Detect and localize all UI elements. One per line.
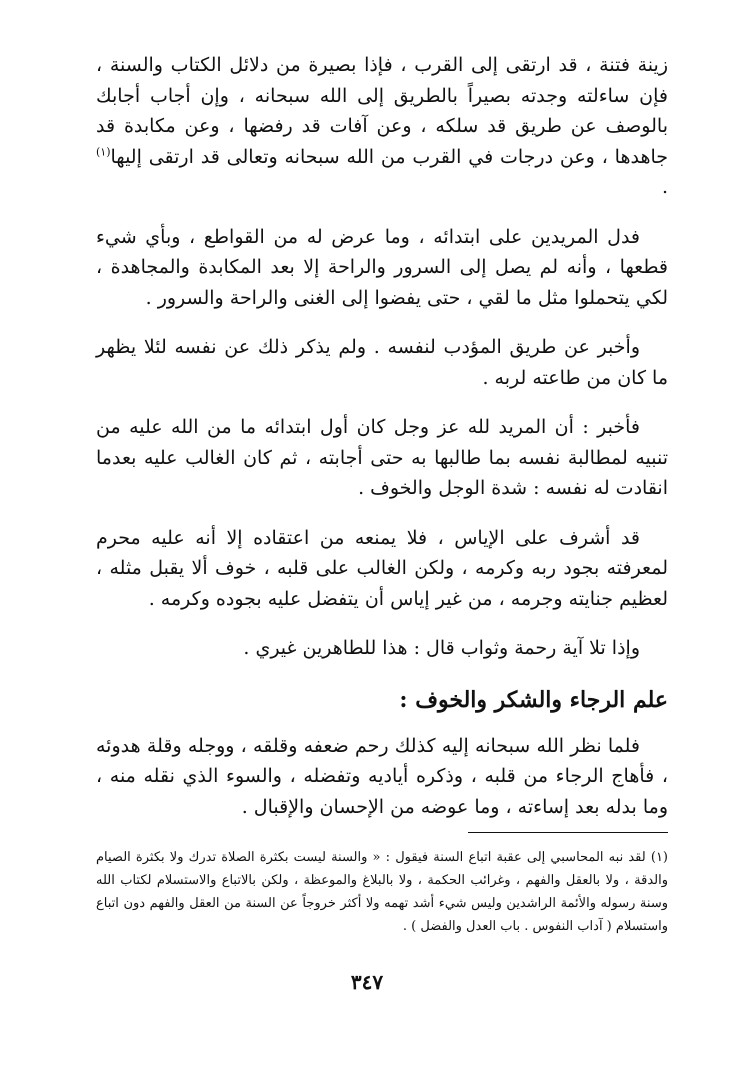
paragraph-3: وأخبر عن طريق المؤدب لنفسه . ولم يذكر ذلك عن نفسه لئلا يظهر ما كان من طاعته لربه . (96, 336, 668, 389)
paragraph-2: فدل المريدين على ابتدائه ، وما عرض له من القواطع ، وبأي شيء قطعها ، وأنه لم يصل إلى السرور والراحة إلا بعد المكابدة والمجاهدة ، لكي يتحملوا مثل ما لقي ، حتى يفضوا إلى الغنى والراحة والسرور . (96, 225, 668, 309)
footnote: (١) لقد نبه المحاسبي إلى عقبة اتباع السنة فيقول : « والسنة ليست بكثرة الصلاة تدرك ولا بكثرة الصيام والدقة ، ولا بالعقل والفهم ، وغرائب الحكمة ، ولا بالبلاغ والموعظة ، ولكن بالاتباع والاستسلام لكتاب الله وسنة رسوله والأئمة الراشدين وليس شيء أشد تهمه ولا أكثر خروجاً عن السنة من العقل والفهم دون اتباع واستسلام ( آداب النفوس . باب العدل والفضل ) . (96, 850, 668, 934)
section-heading: علم الرجاء والشكر والخوف : (399, 686, 668, 713)
paragraph-5: قد أشرف على الإياس ، فلا يمنعه من اعتقاده إلا أنه عليه محرم لمعرفته بجود ربه وكرمه ، ولكن الغالب على قلبه ، خوف ألا يقبل مثله ، لعظيم جنايته وجرمه ، من غير إياس أن يتفضل عليه بجوده وكرمه . (96, 526, 668, 610)
footnote-separator (468, 832, 668, 833)
paragraph-1-text: زينة فتنة ، قد ارتقى إلى القرب ، فإذا بصيرة من دلائل الكتاب والسنة ، فإن ساءلته وجدته بصيراً بالطريق إلى الله سبحانه ، وإن أجاب أجابك بالوصف عن طريق قد سلكه ، وعن آفات قد رفضها ، وعن مكابدة قد جاهدها ، وعن درجات في القرب من الله سبحانه وتعالى قد ارتقى إليها (96, 54, 668, 168)
paragraph-6: وإذا تلا آية رحمة وثواب قال : هذا للطاهرين غيري . (243, 637, 640, 659)
page-body (96, 50, 668, 841)
paragraph-4: فأخبر : أن المريد لله عز وجل كان أول ابتدائه ما من الله عليه من تنبيه لمطالبة نفسه بما طالبها به حتى أجابته ، ثم كان الغالب عليه بعدما انقادت له نفسه : شدة الوجل والخوف . (96, 416, 668, 499)
footnote-reference[interactable]: (١) (96, 145, 111, 159)
paragraph-7: فلما نظر الله سبحانه إليه كذلك رحم ضعفه وقلقه ، ووجله وقلة هدوئه ، فأهاج الرجاء من قلبه ، وذكره أياديه وتفضله ، والسوء الذي نقله منه ، وما بدله بعد إساءته ، وما عوضه من الإحسان والإقبال . (96, 734, 668, 818)
page-number: ٣٤٧ (350, 970, 384, 994)
paragraph-1 (96, 50, 668, 203)
paragraph-1-end: . (661, 176, 668, 198)
